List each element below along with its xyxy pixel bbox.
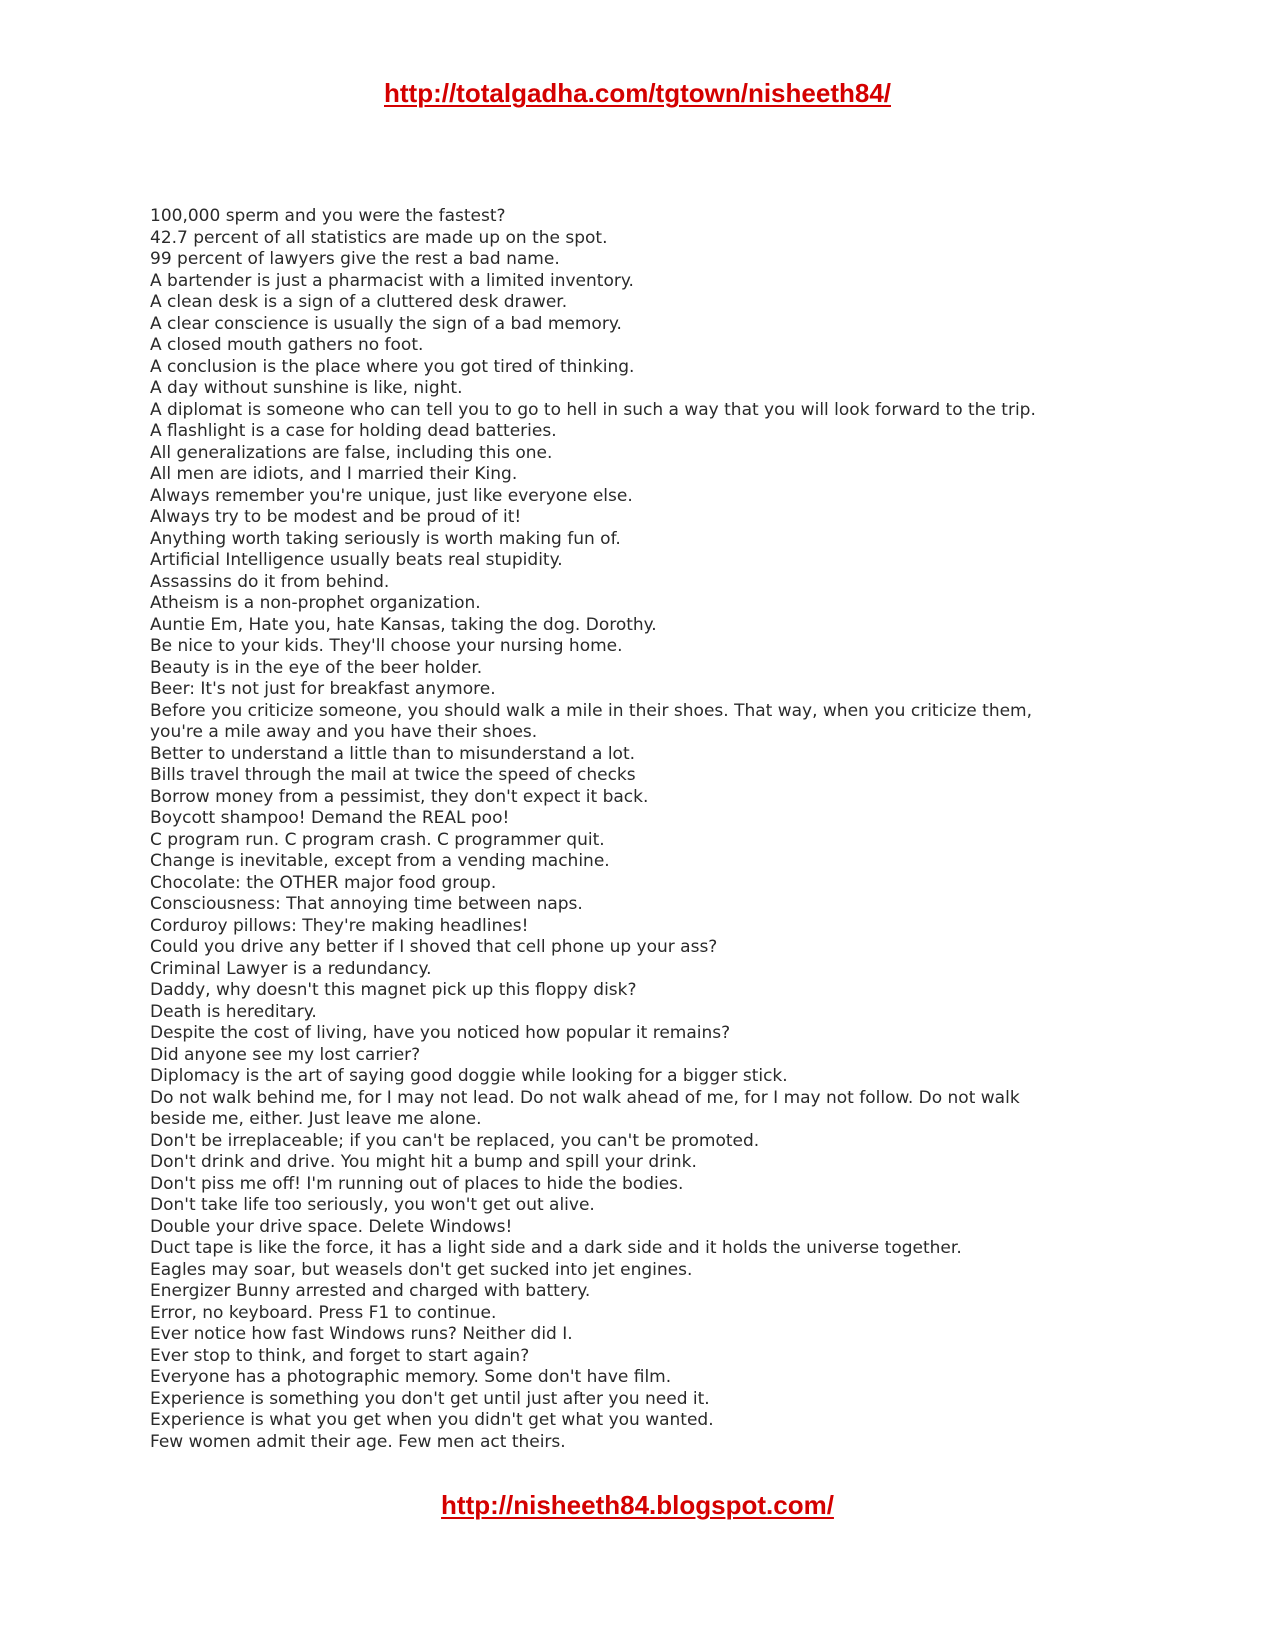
quote-line: Diplomacy is the art of saying good doggie while looking for a bigger stick. — [150, 1066, 788, 1086]
quote-line: A day without sunshine is like, night. — [150, 378, 463, 398]
quote-line: 99 percent of lawyers give the rest a bad name. — [150, 249, 560, 269]
quote-line: Borrow money from a pessimist, they don't expect it back. — [150, 786, 649, 807]
quote-line: Assassins do it from behind. — [150, 571, 390, 592]
quote-line: Boycott shampoo! Demand the REAL poo! — [150, 808, 510, 828]
quote-line: Duct tape is like the force, it has a light side and a dark side and it holds the universe together. — [150, 1238, 962, 1258]
quote-line: Energizer Bunny arrested and charged with battery. — [150, 1281, 591, 1301]
quote-line: 100,000 sperm and you were the fastest? — [150, 206, 506, 226]
quote-line: Everyone has a photographic memory. Some don't have film. — [150, 1367, 672, 1387]
header-link[interactable]: http://totalgadha.com/tgtown/nisheeth84/ — [384, 78, 891, 108]
footer-link[interactable]: http://nisheeth84.blogspot.com/ — [441, 1490, 834, 1520]
quote-line: A closed mouth gathers no foot. — [150, 335, 424, 355]
quote-line: A diplomat is someone who can tell you to go to hell in such a way that you will look forward to the trip. — [150, 399, 1036, 420]
quote-line: Chocolate: the OTHER major food group. — [150, 872, 497, 893]
quote-line: Could you drive any better if I shoved that cell phone up your ass? — [150, 937, 718, 957]
quote-line: All generalizations are false, including this one. — [150, 442, 553, 463]
quote-line: Don't be irreplaceable; if you can't be replaced, you can't be promoted. — [150, 1130, 760, 1151]
quote-line: A clear conscience is usually the sign of a bad memory. — [150, 313, 622, 334]
quote-line: Corduroy pillows: They're making headlines! — [150, 915, 529, 936]
quote-line: All men are idiots, and I married their King. — [150, 464, 518, 484]
quote-line: Few women admit their age. Few men act theirs. — [150, 1431, 566, 1452]
quote-line: Beauty is in the eye of the beer holder. — [150, 657, 483, 678]
quote-list — [150, 206, 1050, 1453]
quote-line: Don't piss me off! I'm running out of places to hide the bodies. — [150, 1173, 684, 1194]
quote-line: Atheism is a non-prophet organization. — [150, 593, 481, 613]
quote-line: Do not walk behind me, for I may not lead. Do not walk ahead of me, for I may not follow. Do not walk beside me, either. Just leave me alone. — [150, 1087, 1020, 1129]
quote-line: A flashlight is a case for holding dead batteries. — [150, 421, 557, 441]
quote-line: Experience is what you get when you didn't get what you wanted. — [150, 1410, 714, 1430]
quote-line: Eagles may soar, but weasels don't get sucked into jet engines. — [150, 1259, 693, 1280]
quote-line: Change is inevitable, except from a vending machine. — [150, 851, 610, 871]
quote-line: Error, no keyboard. Press F1 to continue. — [150, 1302, 497, 1323]
quote-line: Don't drink and drive. You might hit a bump and spill your drink. — [150, 1152, 697, 1172]
quote-line: Experience is something you don't get until just after you need it. — [150, 1388, 710, 1409]
quote-line: A bartender is just a pharmacist with a limited inventory. — [150, 270, 634, 291]
quote-line: Better to understand a little than to misunderstand a lot. — [150, 743, 636, 764]
quote-line: 42.7 percent of all statistics are made up on the spot. — [150, 227, 608, 248]
quote-line: C program run. C program crash. C programmer quit. — [150, 829, 605, 850]
quote-line: Bills travel through the mail at twice the speed of checks — [150, 765, 636, 785]
quote-line: A conclusion is the place where you got tired of thinking. — [150, 356, 635, 377]
quote-line: Be nice to your kids. They'll choose your nursing home. — [150, 636, 623, 656]
quote-line: Despite the cost of living, have you noticed how popular it remains? — [150, 1023, 731, 1043]
quote-line: Ever notice how fast Windows runs? Neither did I. — [150, 1324, 573, 1344]
quote-line: Daddy, why doesn't this magnet pick up this floppy disk? — [150, 980, 637, 1000]
quote-line: Artificial Intelligence usually beats real stupidity. — [150, 550, 563, 570]
quote-line: Criminal Lawyer is a redundancy. — [150, 958, 432, 979]
quote-line: Double your drive space. Delete Windows! — [150, 1216, 513, 1237]
quote-line: Always remember you're unique, just like everyone else. — [150, 485, 633, 506]
quote-line: Ever stop to think, and forget to start again? — [150, 1345, 530, 1366]
quote-line: Auntie Em, Hate you, hate Kansas, taking the dog. Dorothy. — [150, 614, 657, 635]
quote-line: Anything worth taking seriously is worth making fun of. — [150, 528, 621, 549]
quote-line: Death is hereditary. — [150, 1001, 317, 1022]
quote-line: Did anyone see my lost carrier? — [150, 1044, 421, 1065]
quote-line: Beer: It's not just for breakfast anymore. — [150, 679, 496, 699]
quote-line: Before you criticize someone, you should walk a mile in their shoes. That way, when you criticize them, you're a mile away and you have their shoes. — [150, 700, 1033, 742]
quote-line: Always try to be modest and be proud of it! — [150, 507, 522, 527]
quote-line: A clean desk is a sign of a cluttered desk drawer. — [150, 292, 568, 312]
quote-line: Don't take life too seriously, you won't get out alive. — [150, 1195, 595, 1215]
quote-line: Consciousness: That annoying time between naps. — [150, 894, 583, 914]
